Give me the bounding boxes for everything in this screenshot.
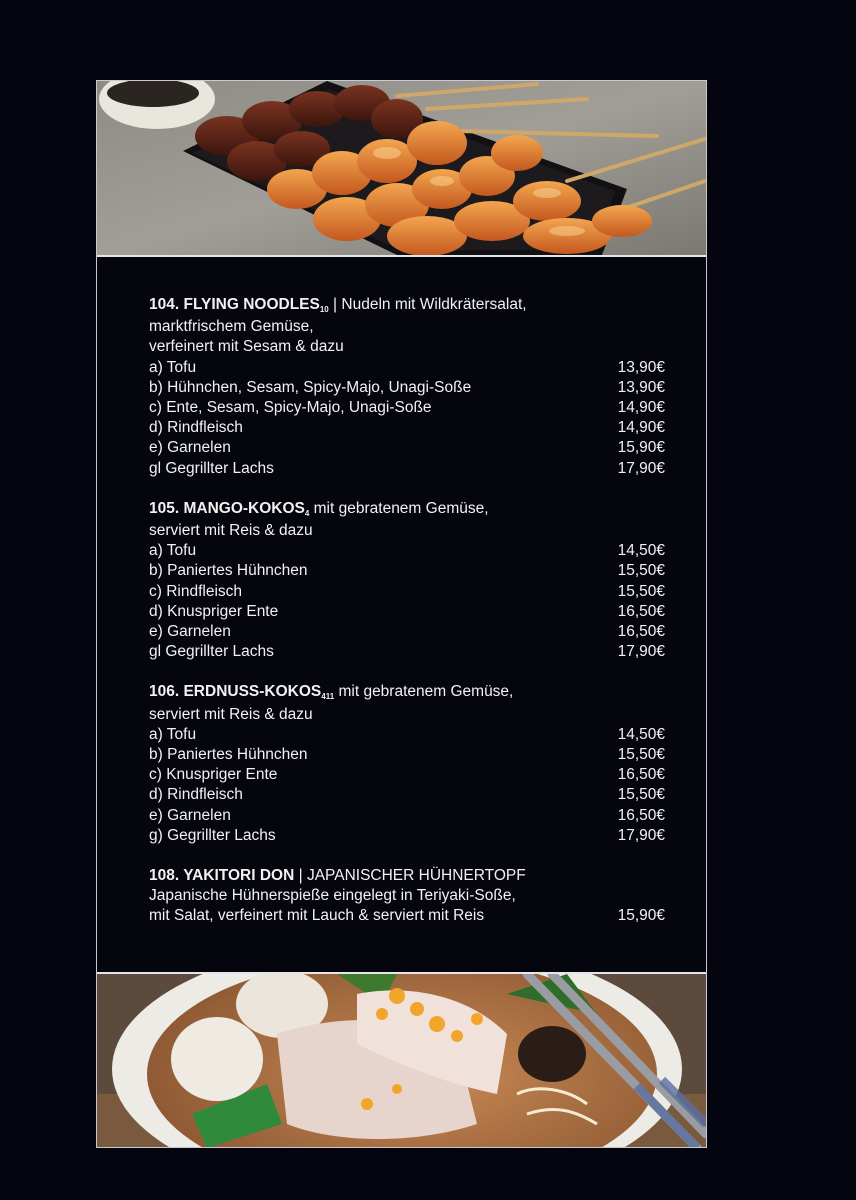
menu-option-row bbox=[149, 765, 665, 785]
option-price: 15,90€ bbox=[617, 907, 665, 925]
option-price: 16,50€ bbox=[617, 766, 665, 784]
option-price: 13,90€ bbox=[617, 378, 665, 396]
dish-description-line: verfeinert mit Sesam & dazu bbox=[149, 338, 344, 356]
dish-description-line: serviert mit Reis & dazu bbox=[149, 705, 313, 723]
option-label: gl Gegrillter Lachs bbox=[149, 643, 274, 661]
dish-description-line: Japanische Hühnerspieße eingelegt in Teriyaki-Soße, bbox=[149, 887, 516, 905]
menu-option-row bbox=[149, 906, 665, 926]
option-label: a) Tofu bbox=[149, 542, 197, 560]
menu-option-row bbox=[149, 806, 665, 826]
menu-option-row bbox=[149, 398, 665, 418]
photo-yakitori-skewers bbox=[97, 81, 706, 255]
option-price: 15,50€ bbox=[617, 746, 665, 764]
option-price: 17,90€ bbox=[617, 459, 665, 477]
option-price: 16,50€ bbox=[617, 602, 665, 620]
dish-description-line: serviert mit Reis & dazu bbox=[149, 522, 313, 540]
menu-option-row bbox=[149, 785, 665, 805]
option-label: c) Knuspriger Ente bbox=[149, 766, 278, 784]
menu-dish bbox=[149, 866, 665, 927]
option-label: a) Tofu bbox=[149, 358, 197, 376]
menu-option-row bbox=[149, 438, 665, 458]
dish-description: | JAPANISCHER HÜHNERTOPF bbox=[294, 867, 526, 885]
option-label: b) Paniertes Hühnchen bbox=[149, 746, 308, 764]
photo-chicken-noodle-soup-bowl bbox=[97, 974, 706, 1148]
option-label: mit Salat, verfeinert mit Lauch & serviert mit Reis bbox=[149, 907, 485, 925]
dish-name: 105. MANGO-KOKOS bbox=[149, 499, 305, 517]
option-price: 15,90€ bbox=[617, 439, 665, 457]
dish-description-line: marktfrischem Gemüse, bbox=[149, 318, 314, 336]
option-label: e) Garnelen bbox=[149, 806, 231, 824]
menu-option-row bbox=[149, 622, 665, 642]
option-price: 14,90€ bbox=[617, 399, 665, 417]
option-label: e) Garnelen bbox=[149, 439, 231, 457]
option-label: gl Gegrillter Lachs bbox=[149, 459, 274, 477]
option-label: a) Tofu bbox=[149, 725, 197, 743]
menu-option-row bbox=[149, 582, 665, 602]
option-label: d) Rindfleisch bbox=[149, 419, 243, 437]
option-price: 13,90€ bbox=[617, 358, 665, 376]
menu-option-row bbox=[149, 602, 665, 622]
option-label: e) Garnelen bbox=[149, 623, 231, 641]
menu-option-row bbox=[149, 725, 665, 745]
dish-name: 104. FLYING NOODLES bbox=[149, 296, 320, 313]
menu-dish bbox=[149, 682, 665, 846]
option-label: d) Rindfleisch bbox=[149, 786, 243, 804]
option-price: 14,90€ bbox=[617, 419, 665, 437]
menu-option-row bbox=[149, 358, 665, 378]
menu-page bbox=[96, 80, 707, 1148]
dish-description: mit gebratenem Gemüse, bbox=[309, 499, 489, 517]
option-label: g) Gegrillter Lachs bbox=[149, 826, 276, 844]
divider-top bbox=[97, 255, 706, 257]
menu-option-row bbox=[149, 459, 665, 479]
dish-name: 106. ERDNUSS-KOKOS bbox=[149, 683, 322, 701]
menu-option-row bbox=[149, 378, 665, 398]
allergen-code: 411 bbox=[321, 692, 335, 702]
option-label: b) Paniertes Hühnchen bbox=[149, 562, 308, 580]
menu-list bbox=[149, 295, 665, 927]
allergen-code: 10 bbox=[319, 305, 329, 314]
menu-option-row bbox=[149, 826, 665, 846]
dish-heading bbox=[149, 682, 665, 704]
allergen-code: 4 bbox=[304, 508, 310, 518]
menu-dish bbox=[149, 295, 665, 479]
menu-option-row bbox=[149, 561, 665, 581]
option-price: 16,50€ bbox=[617, 806, 665, 824]
menu-option-row bbox=[149, 541, 665, 561]
option-price: 14,50€ bbox=[617, 542, 665, 560]
option-price: 15,50€ bbox=[617, 562, 665, 580]
menu-dish bbox=[149, 499, 665, 663]
option-label: d) Knuspriger Ente bbox=[149, 602, 279, 620]
option-price: 17,90€ bbox=[617, 643, 665, 661]
dish-heading bbox=[149, 866, 665, 886]
menu-option-row bbox=[149, 642, 665, 662]
dish-description: | Nudeln mit Wildkrätersalat, bbox=[328, 296, 527, 313]
dish-description: mit gebratenem Gemüse, bbox=[334, 683, 514, 701]
option-label: b) Hühnchen, Sesam, Spicy-Majo, Unagi-Soße bbox=[149, 378, 472, 396]
option-price: 17,90€ bbox=[617, 826, 665, 844]
option-price: 15,50€ bbox=[617, 582, 665, 600]
menu-option-row bbox=[149, 418, 665, 438]
menu-option-row bbox=[149, 745, 665, 765]
option-label: c) Rindfleisch bbox=[149, 582, 243, 600]
option-price: 15,50€ bbox=[617, 786, 665, 804]
option-price: 14,50€ bbox=[617, 725, 665, 743]
dish-name: 108. YAKITORI DON bbox=[149, 867, 295, 885]
dish-heading bbox=[149, 499, 665, 521]
option-price: 16,50€ bbox=[617, 623, 665, 641]
option-label: c) Ente, Sesam, Spicy-Majo, Unagi-Soße bbox=[149, 399, 432, 417]
dish-heading bbox=[149, 295, 665, 317]
